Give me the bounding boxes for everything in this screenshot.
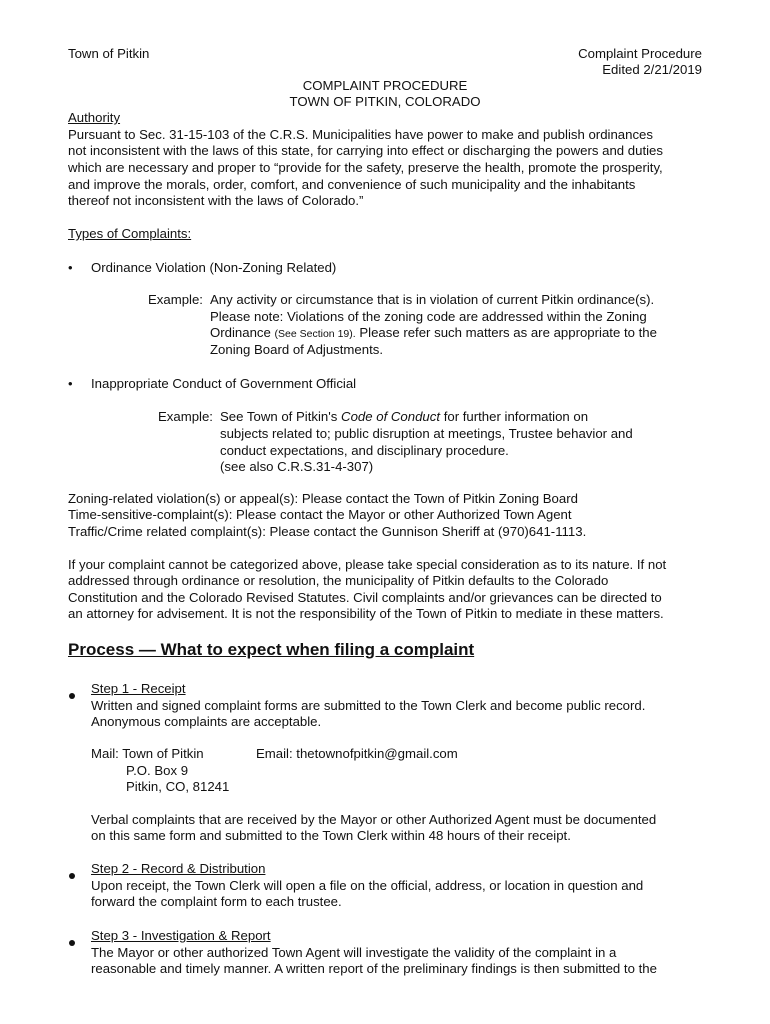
header-right-line2: Edited 2/21/2019 xyxy=(602,62,702,77)
example-line: subjects related to; public disruption at meetings, Trustee behavior and xyxy=(220,426,633,441)
bullet-icon: • xyxy=(68,260,73,275)
header-left: Town of Pitkin xyxy=(68,46,150,61)
example-line xyxy=(210,325,657,343)
paragraph-line: If your complaint cannot be categorized above, please take special consideration as to its nature. If not xyxy=(68,557,667,572)
types-heading: Types of Complaints: xyxy=(68,226,192,241)
mail-address-line2: P.O. Box 9 xyxy=(126,763,189,778)
example-line: conduct expectations, and disciplinary procedure. xyxy=(220,443,509,458)
step3-title: Step 3 - Investigation & Report xyxy=(91,928,271,943)
authority-line: and improve the morals, order, comfort, and convenience of such municipality and the inhabitants xyxy=(68,177,636,192)
type-item-label: Ordinance Violation (Non-Zoning Related) xyxy=(91,260,337,275)
bullet-icon: • xyxy=(68,376,73,391)
authority-heading: Authority xyxy=(68,110,121,125)
step-line: forward the complaint form to each trustee. xyxy=(91,894,342,909)
step-line: Written and signed complaint forms are submitted to the Town Clerk and become public record. xyxy=(91,698,646,713)
authority-line: thereof not inconsistent with the laws of Colorado.” xyxy=(68,193,364,208)
example-line: Any activity or circumstance that is in violation of current Pitkin ordinance(s). xyxy=(210,292,655,307)
example-text: Please refer such matters as are appropriate to the xyxy=(359,325,657,340)
example-line: (see also C.R.S.31-4-307) xyxy=(220,459,374,474)
authority-line: Pursuant to Sec. 31-15-103 of the C.R.S. Municipalities have power to make and publish ordinances xyxy=(68,127,653,142)
example-label: Example: xyxy=(148,292,203,307)
step-line: Verbal complaints that are received by the Mayor or other Authorized Agent must be documented xyxy=(91,812,657,827)
example-text: Ordinance xyxy=(210,325,271,340)
type-item-label: Inappropriate Conduct of Government Official xyxy=(91,376,357,391)
step-line: on this same form and submitted to the Town Clerk within 48 hours of their receipt. xyxy=(91,828,571,843)
example-line xyxy=(220,409,588,426)
example-text: See Town of Pitkin's xyxy=(220,409,338,424)
example-line: Please note: Violations of the zoning code are addressed within the Zoning xyxy=(210,309,647,324)
example-text: for further information on xyxy=(443,409,589,424)
example-line: Zoning Board of Adjustments. xyxy=(210,342,384,357)
mail-address-line3: Pitkin, CO, 81241 xyxy=(126,779,230,794)
authority-line: not inconsistent with the laws of this state, for carrying into effect or discharging the powers and duties xyxy=(68,143,663,158)
mail-address-line1: Mail: Town of Pitkin xyxy=(91,746,204,761)
example-label: Example: xyxy=(158,409,213,424)
bullet-icon xyxy=(69,686,75,704)
title-line2: TOWN OF PITKIN, COLORADO xyxy=(289,94,481,109)
contact-line: Time-sensitive-complaint(s): Please contact the Mayor or other Authorized Town Agent xyxy=(68,507,572,522)
email-address: Email: thetownofpitkin@gmail.com xyxy=(256,746,458,761)
header-right-line1: Complaint Procedure xyxy=(578,46,702,61)
contact-line: Zoning-related violation(s) or appeal(s): Please contact the Town of Pitkin Zoning Board xyxy=(68,491,578,506)
bullet-icon xyxy=(69,866,75,884)
paragraph-line: an attorney for advisement. It is not the responsibility of the Town of Pitkin to mediate in these matters. xyxy=(68,606,664,621)
step-line: Upon receipt, the Town Clerk will open a file on the official, address, or location in question and xyxy=(91,878,644,893)
paragraph-line: Constitution and the Colorado Revised Statutes. Civil complaints and/or grievances can be directed to xyxy=(68,590,662,605)
code-of-conduct-title: Code of Conduct xyxy=(341,409,441,424)
title-line1: COMPLAINT PROCEDURE xyxy=(302,78,468,93)
step1-title: Step 1 - Receipt xyxy=(91,681,186,696)
authority-line: which are necessary and proper to “provide for the safety, preserve the health, promote the prosperity, xyxy=(68,160,663,175)
step-line: The Mayor or other authorized Town Agent will investigate the validity of the complaint in a xyxy=(91,945,617,960)
paragraph-line: addressed through ordinance or resolution, the municipality of Pitkin defaults to the Colorado xyxy=(68,573,609,588)
step2-title: Step 2 - Record & Distribution xyxy=(91,861,266,876)
step-line: reasonable and timely manner. A written report of the preliminary findings is then submitted to the xyxy=(91,961,657,976)
contact-line: Traffic/Crime related complaint(s): Please contact the Gunnison Sheriff at (970)641-1113. xyxy=(68,524,587,539)
step-line: Anonymous complaints are acceptable. xyxy=(91,714,322,729)
section-reference: (See Section 19). xyxy=(274,328,356,340)
process-heading: Process — What to expect when filing a complaint xyxy=(68,640,475,659)
bullet-icon xyxy=(69,933,75,951)
